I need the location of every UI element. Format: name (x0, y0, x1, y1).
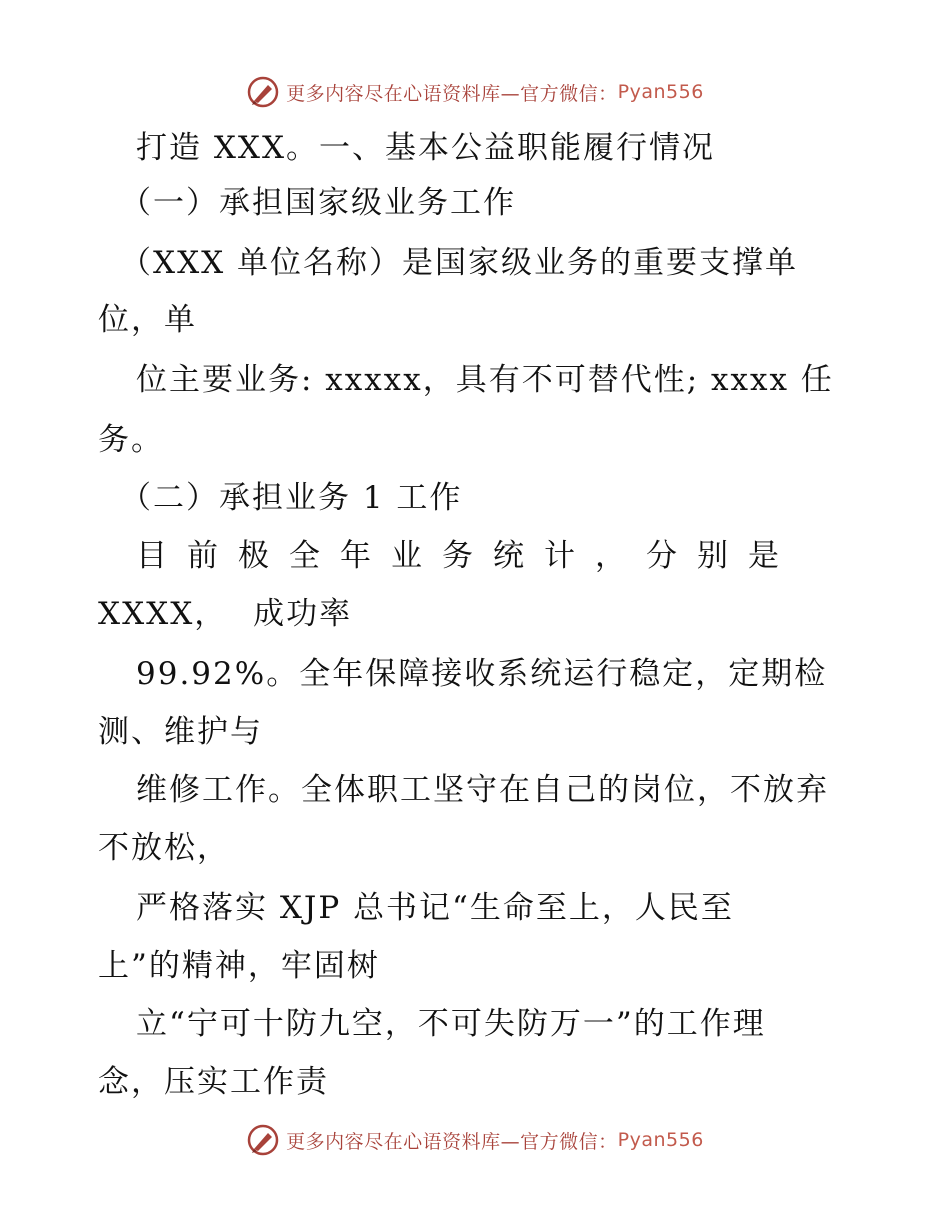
header-banner (0, 72, 950, 112)
paragraph-line: 目前极全年业务统计，分别是 (136, 538, 799, 574)
banner-text: 更多内容尽在心语资料库—官方微信： (286, 1130, 618, 1153)
paragraph-line: （XXX 单位名称）是国家级业务的重要支撑单 (120, 245, 799, 281)
paragraph-line: 上”的精神，牢固树 (98, 948, 380, 984)
banner-wechat-id: Pyan556 (617, 81, 704, 103)
paragraph-line: 立“宁可十防九空，不可失防万一”的工作理 (136, 1006, 766, 1042)
pen-logo-icon (246, 1123, 280, 1157)
footer-banner (0, 1120, 950, 1160)
paragraph-line: 位主要业务: xxxxx，具有不可替代性; xxxx 任 (136, 362, 834, 398)
paragraph-line: 务。 (98, 422, 164, 458)
pen-logo-icon (246, 75, 280, 109)
paragraph-line: 打造 XXX。一、基本公益职能履行情况 (136, 130, 716, 166)
banner-wechat-id: Pyan556 (617, 1129, 704, 1151)
paragraph-line: 维修工作。全体职工坚守在自己的岗位，不放弃 (136, 772, 829, 808)
banner-text: 更多内容尽在心语资料库—官方微信： (286, 82, 618, 105)
section-heading: （二）承担业务 1 工作 (120, 480, 463, 516)
paragraph-line: 严格落实 XJP 总书记“生命至上，人民至 (136, 890, 734, 926)
paragraph-line: XXXX， 成功率 (98, 596, 353, 632)
paragraph-line: 测、维护与 (98, 714, 263, 750)
paragraph-line: 位，单 (98, 302, 197, 338)
section-heading: （一）承担国家级业务工作 (120, 185, 516, 221)
paragraph-line: 不放松， (98, 830, 230, 866)
paragraph-line: 99.92%。全年保障接收系统运行稳定，定期检 (136, 656, 828, 692)
paragraph-line: 念，压实工作责 (98, 1064, 329, 1100)
